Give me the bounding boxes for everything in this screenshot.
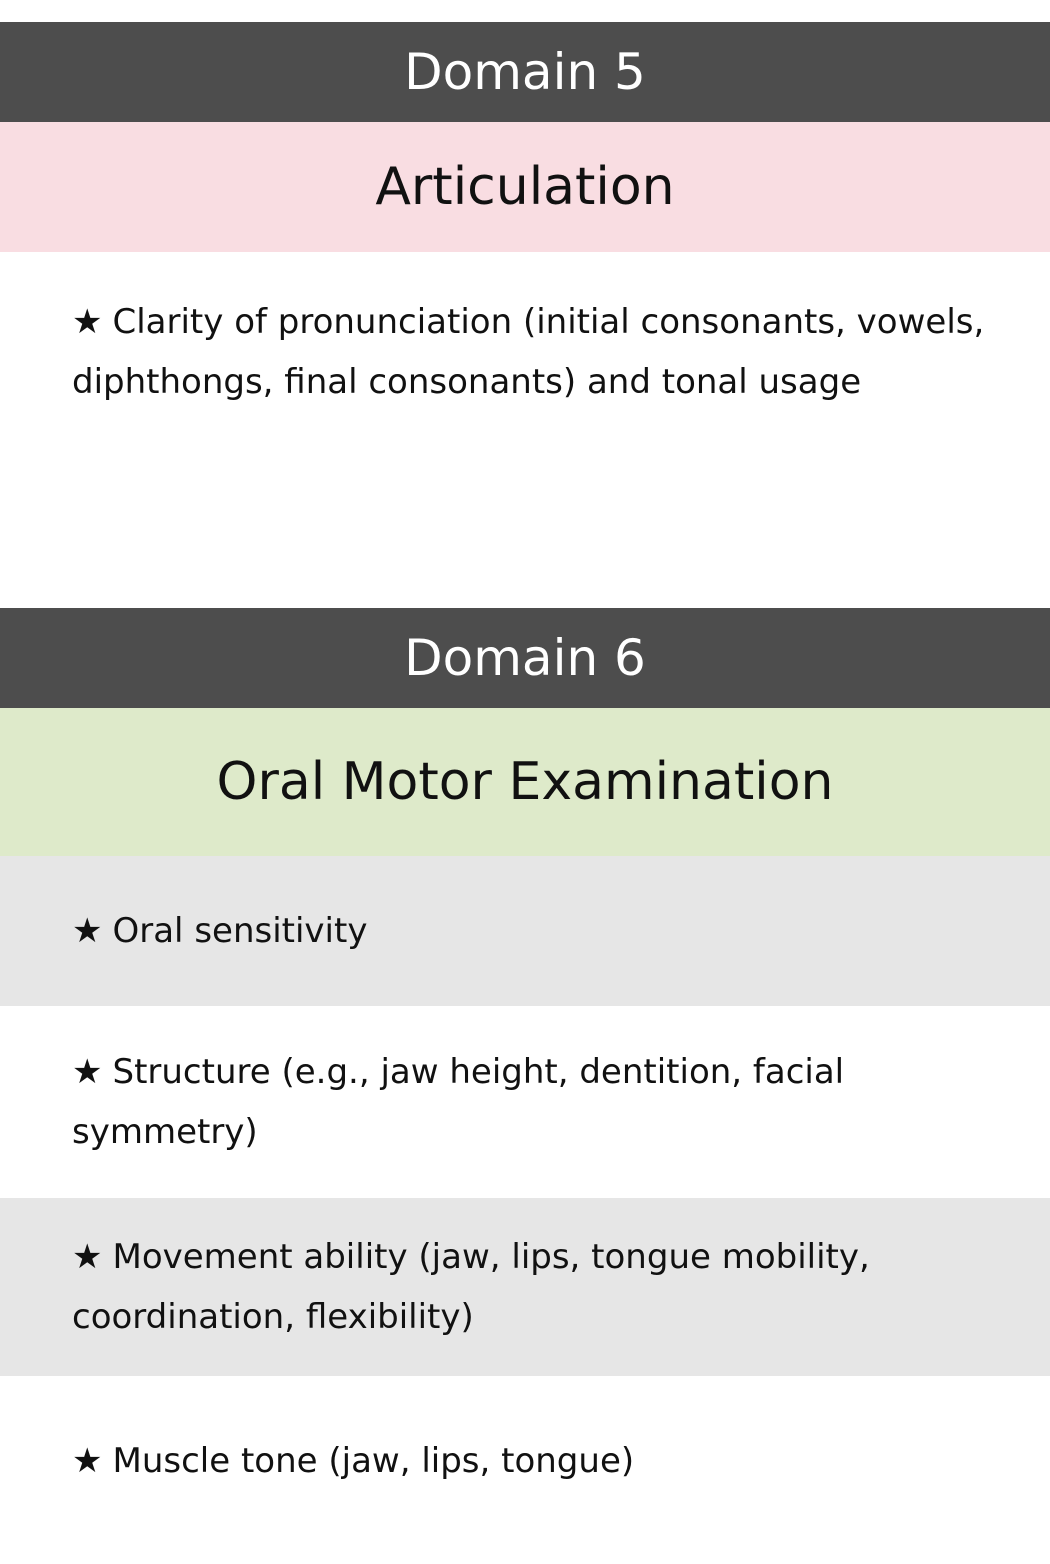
- domain-6-item-text: Movement ability (jaw, lips, tongue mobility, coordination, flexibility): [72, 1237, 870, 1337]
- star-icon: ★: [72, 302, 103, 342]
- star-icon: ★: [72, 1052, 103, 1092]
- domain-6-item-text: Structure (e.g., jaw height, dentition, facial symmetry): [72, 1052, 845, 1152]
- domain-5-item-articulation: [0, 292, 1050, 472]
- domain-6-item-oral-sensitivity: [0, 856, 1050, 1006]
- star-icon: ★: [72, 911, 103, 951]
- domain-5-title-label: Articulation: [375, 157, 675, 217]
- domain-6-header: [0, 608, 1050, 708]
- star-icon: ★: [72, 1237, 103, 1277]
- domain-6-title-label: Oral Motor Examination: [216, 752, 834, 812]
- domain-6-item-text: Muscle tone (jaw, lips, tongue): [112, 1441, 635, 1481]
- domain-5-title: [0, 122, 1050, 252]
- domain-6-item-muscle-tone: [0, 1376, 1050, 1546]
- domain-6-header-label: Domain 6: [404, 629, 646, 687]
- star-icon: ★: [72, 1441, 103, 1481]
- domain-6-item-structure: [0, 1006, 1050, 1198]
- domain-5-header: [0, 22, 1050, 122]
- domain-5-header-label: Domain 5: [404, 43, 646, 101]
- domain-6-item-text: Oral sensitivity: [112, 911, 368, 951]
- domain-5-item-text: Clarity of pronunciation (initial consonants, vowels, diphthongs, final consonants) and tonal usage: [72, 302, 985, 402]
- domain-6-item-movement-ability: [0, 1198, 1050, 1376]
- domain-6-title: [0, 708, 1050, 856]
